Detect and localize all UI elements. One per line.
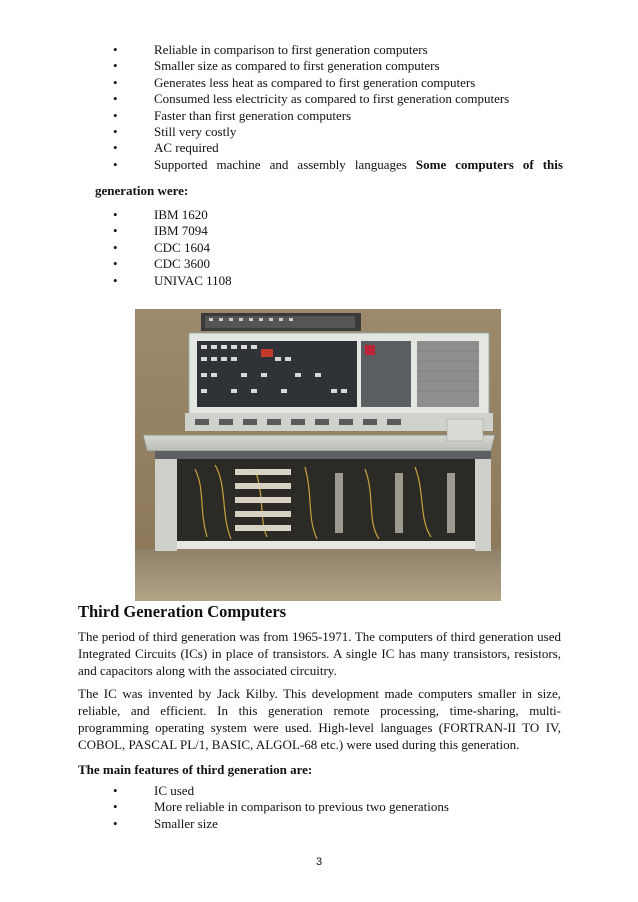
- list-item: • UNIVAC 1108: [113, 272, 232, 288]
- list-item: • Still very costly: [113, 124, 237, 140]
- list-item: • More reliable in comparison to previous two generations: [113, 799, 449, 815]
- paragraph-period: The period of third generation was from 1965-1971. The computers of third generation used Integrated Circuits (ICs) in place of transistors. A single IC has many transistors, resistors, and capacitors along with the associated circuitry.: [78, 629, 561, 678]
- list-item: • AC required: [113, 140, 219, 156]
- second-gen-features-list: [113, 42, 563, 173]
- list-item: • Reliable in comparison to first generation computers: [113, 42, 428, 57]
- justified-line: Supported machine and assembly languages Some computers of this: [154, 156, 563, 172]
- list-item: • Supported machine and assembly languages Some computers of this: [113, 156, 563, 172]
- list-item: • Faster than first generation computers: [113, 107, 352, 123]
- features-heading: The main features of third generation are:: [78, 762, 313, 777]
- list-item: • IBM 7094: [113, 223, 208, 239]
- list-item: • Consumed less electricity as compared to first generation computers: [113, 91, 510, 107]
- computers-list: [113, 207, 563, 289]
- list-item: • IBM 1620: [113, 207, 208, 222]
- list-item: • Generates less heat as compared to first generation computers: [113, 74, 476, 90]
- list-continuation: generation were:: [95, 183, 189, 198]
- list-item: • CDC 3600: [113, 256, 210, 272]
- mainframe-photo: [135, 309, 501, 601]
- list-item: • Smaller size as compared to first generation computers: [113, 58, 440, 74]
- page-number: 3: [315, 856, 323, 868]
- paragraph-ic: The IC was invented by Jack Kilby. This development made computers smaller in size, reliable, and efficient. In this generation remote processing, time-sharing, multi-programming operating system were used. High-level languages (FORTRAN-II TO IV, COBOL, PASCAL PL/1, BASIC, ALGOL-68 etc.) were used during this generation.: [78, 686, 561, 752]
- list-item: • CDC 1604: [113, 239, 210, 255]
- list-item: • Smaller size: [113, 815, 218, 831]
- list-item: • IC used: [113, 783, 195, 798]
- third-gen-features-list: [113, 783, 563, 832]
- section-heading: Third Generation Computers: [78, 602, 287, 621]
